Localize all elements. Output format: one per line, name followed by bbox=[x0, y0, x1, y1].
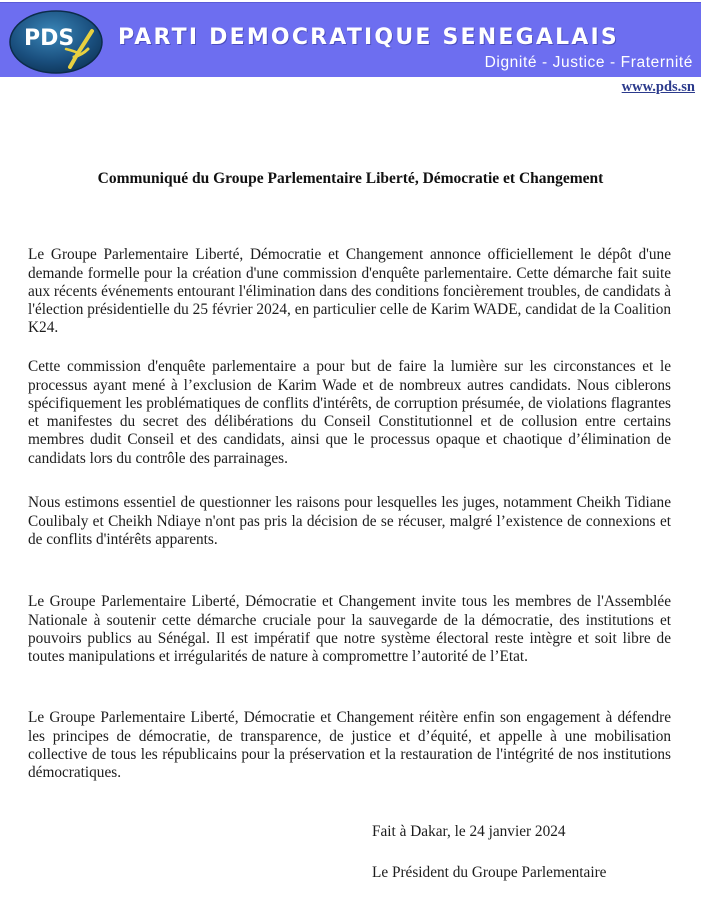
paragraph-5: Le Groupe Parlementaire Liberté, Démocratie et Changement réitère enfin son engagement à défendre les principes de démocratie, de transparence, de justice et d’équité, et appelle à une mobilisation collective de tous les républicains pour la préservation et la restauration de l'intégrité de nos institutions démocratiques. bbox=[28, 709, 671, 782]
svg-text:PDS: PDS bbox=[24, 26, 75, 51]
place-and-date: Fait à Dakar, le 24 janvier 2024 bbox=[372, 823, 566, 840]
paragraph-1: Le Groupe Parlementaire Liberté, Démocratie et Changement annonce officiellement le dépôt d'une demande formelle pour la création d'une commission d'enquête parlementaire. Cette démarche fait suite aux récents événements entourant l'élimination dans des conditions foncièrement troubles, de candidats à l'élection présidentielle du 25 février 2024, en particulier celle de Karim WADE, candidat de la Coalition K24. bbox=[28, 246, 671, 337]
paragraph-3: Nous estimons essentiel de questionner les raisons pour lesquelles les juges, notamment Cheikh Tidiane Coulibaly et Cheikh Ndiaye n'ont pas pris la décision de se récuser, malgré l’existence de connexions et de conflits d'intérêts apparents. bbox=[28, 494, 671, 548]
signatory: Le Président du Groupe Parlementaire bbox=[372, 864, 607, 881]
party-name: PARTI DEMOCRATIQUE SENEGALAIS bbox=[118, 25, 619, 50]
pds-emblem-icon bbox=[8, 9, 104, 75]
party-motto: Dignité - Justice - Fraternité bbox=[484, 54, 693, 71]
document-title: Communiqué du Groupe Parlementaire Liberté, Démocratie et Changement bbox=[97, 170, 604, 187]
paragraph-2: Cette commission d'enquête parlementaire a pour but de faire la lumière sur les circonstances et le processus ayant mené à l’exclusion de Karim Wade et de nombreux autres candidats. Nous ciblerons spécifiquement les problématiques de conflits d'intérêts, de corruption présumée, de violations flagrantes et manifestes du secret des délibérations du Conseil Constitutionnel et de collusion entre certains membres dudit Conseil et des candidats, ainsi que le processus opaque et chaotique d’élimination de candidats lors du contrôle des parrainages. bbox=[28, 358, 671, 467]
website-link[interactable]: www.pds.sn bbox=[621, 79, 695, 95]
paragraph-4: Le Groupe Parlementaire Liberté, Démocratie et Changement invite tous les membres de l'Assemblée Nationale à soutenir cette démarche cruciale pour la sauvegarde de la démocratie, des institutions et pouvoirs publics au Sénégal. Il est impératif que notre système électoral reste intègre et soit libre de toutes manipulations et irrégularités de nature à compromettre l’autorité de l’Etat. bbox=[28, 593, 671, 666]
header-banner bbox=[0, 2, 701, 77]
